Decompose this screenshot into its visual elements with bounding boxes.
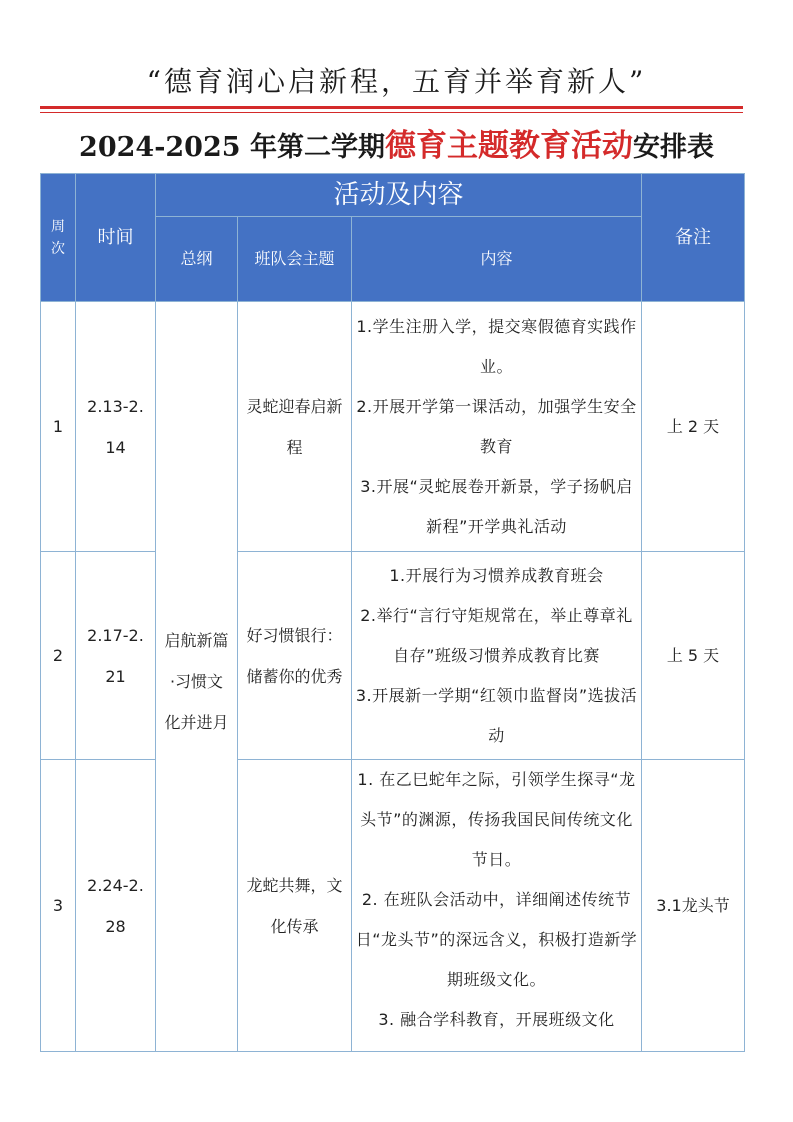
row-time-text: 2.17-2.21 bbox=[87, 625, 144, 686]
red-rule-thick bbox=[40, 106, 743, 109]
row-theme-text: 龙蛇共舞，文化传承 bbox=[246, 875, 343, 936]
content-line: 3.开展新一学期“红领巾监督岗”选拔活动 bbox=[355, 685, 638, 745]
header-week bbox=[41, 174, 76, 302]
row-remark: 3.1龙头节 bbox=[642, 760, 745, 1052]
outline-text: 启航新篇·习惯文化并进月 bbox=[164, 631, 229, 732]
row-remark: 上 2 天 bbox=[642, 302, 745, 552]
title-highlight: 德育主题教育活动 bbox=[384, 128, 633, 164]
header-content: 内容 bbox=[352, 217, 642, 302]
row-time bbox=[76, 302, 156, 552]
table-row bbox=[41, 302, 745, 552]
row-week: 2 bbox=[41, 552, 76, 760]
content-line: 1.开展行为习惯养成教育班会 bbox=[389, 565, 604, 585]
schedule-table bbox=[40, 173, 745, 1052]
row-theme bbox=[238, 760, 352, 1052]
motto: “德育润心启新程，五育并举育新人” bbox=[146, 65, 647, 98]
row-content bbox=[352, 760, 642, 1052]
row-theme-text: 好习惯银行：储蓄你的优秀 bbox=[246, 625, 343, 686]
row-remark: 上 5 天 bbox=[642, 552, 745, 760]
title-suffix: 安排表 bbox=[632, 132, 714, 163]
outline-cell bbox=[156, 302, 238, 1052]
header-outline: 总纲 bbox=[156, 217, 238, 302]
title-prefix: 2024-2025 年第二学期 bbox=[79, 132, 385, 163]
content-line: 2.开展开学第一课活动，加强学生安全教育 bbox=[356, 396, 637, 456]
row-theme-text: 灵蛇迎春启新程 bbox=[246, 396, 343, 457]
red-rule-thin bbox=[40, 112, 743, 113]
row-time bbox=[76, 760, 156, 1052]
table-row bbox=[41, 552, 745, 760]
content-clip bbox=[352, 760, 641, 1050]
header-remark: 备注 bbox=[642, 174, 745, 302]
content-line: 3. 融合学科教育，开展班级文化 bbox=[378, 1010, 615, 1029]
row-content bbox=[352, 552, 642, 760]
row-theme bbox=[238, 302, 352, 552]
content-line: 1.学生注册入学，提交寒假德育实践作业。 bbox=[356, 316, 637, 376]
row-time bbox=[76, 552, 156, 760]
header-week-label: 周次 bbox=[51, 218, 65, 257]
row-week: 3 bbox=[41, 760, 76, 1052]
row-theme bbox=[238, 552, 352, 760]
row-week: 1 bbox=[41, 302, 76, 552]
page-title bbox=[0, 120, 793, 165]
table-row bbox=[41, 760, 745, 1052]
content-line: 2. 在班队会活动中，详细阐述传统节日“龙头节”的深远含义，积极打造新学期班级文化。 bbox=[355, 890, 638, 989]
row-time-text: 2.24-2.28 bbox=[87, 875, 144, 936]
header-theme-label: 班队会主题 bbox=[254, 249, 335, 268]
header-theme bbox=[238, 217, 352, 302]
header-activities: 活动及内容 bbox=[156, 174, 642, 217]
row-content bbox=[352, 302, 642, 552]
header-time: 时间 bbox=[76, 174, 156, 302]
row-time-text: 2.13-2.14 bbox=[87, 396, 144, 457]
content-line: 3.开展“灵蛇展卷开新景，学子扬帆启新程”开学典礼活动 bbox=[360, 476, 633, 536]
content-line: 2.举行“言行守矩规常在，举止尊章礼自存”班级习惯养成教育比赛 bbox=[360, 605, 633, 665]
content-line: 1. 在乙巳蛇年之际，引领学生探寻“龙头节”的渊源，传扬我国民间传统文化节日。 bbox=[357, 770, 636, 869]
